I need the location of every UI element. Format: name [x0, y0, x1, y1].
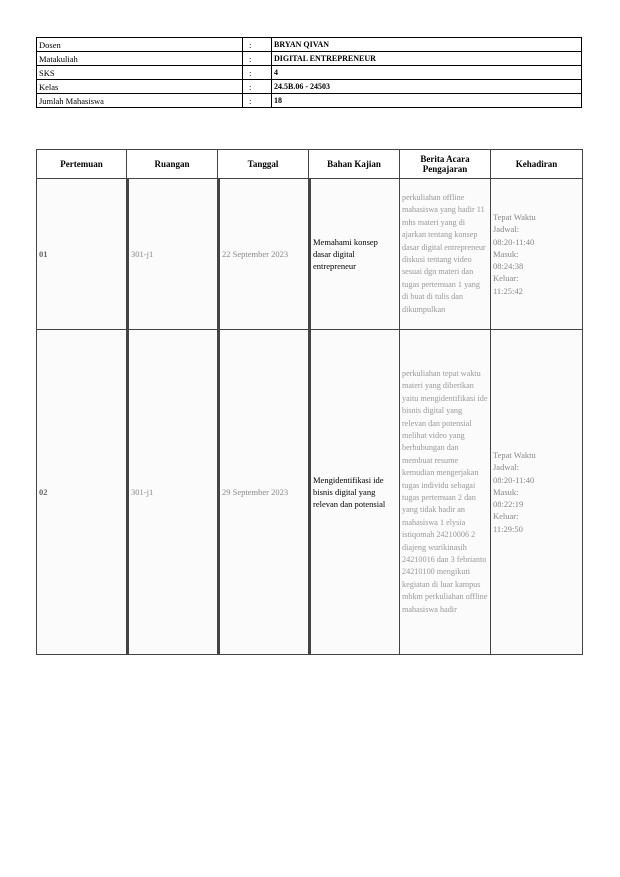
kehadiran-masuk-label: Masuk:	[493, 248, 519, 259]
kehadiran-keluar-label: Keluar:	[493, 273, 519, 284]
kehadiran-keluar: 11:29:50	[493, 523, 523, 534]
header-berita-acara: Berita Acara Pengajaran	[400, 149, 491, 179]
info-value: 24.5B.06 - 24503	[272, 80, 582, 94]
ruangan-cell: 301-j1	[127, 330, 218, 655]
tanggal-cell: 29 September 2023	[218, 330, 309, 655]
course-info-table	[36, 37, 582, 108]
kehadiran-cell	[491, 330, 583, 655]
kehadiran-masuk: 08:22:19	[493, 499, 524, 510]
kehadiran-cell	[491, 179, 583, 330]
kehadiran-masuk-label: Masuk:	[493, 486, 519, 497]
berita-acara-cell: perkuliahan offline mahasiswa yang hadir 11 mhs materi yang di ajarkan tentang konsep dasar digital entrepreneur diskusi tentang video sesuai dgn materi dan tugas pertemuan 1 yang di buat di tulis dan dikumpulkan	[400, 179, 491, 330]
kehadiran-status: Tepat Waktu	[493, 212, 536, 223]
ruangan-cell: 301-j1	[127, 179, 218, 330]
kehadiran-jadwal-label: Jadwal:	[493, 224, 519, 235]
info-label: Jumlah Mahasiswa	[37, 94, 243, 108]
header-pertemuan: Pertemuan	[36, 149, 127, 179]
info-label: Dosen	[37, 38, 243, 52]
header-tanggal: Tanggal	[218, 149, 309, 179]
info-row-matakuliah	[37, 52, 582, 66]
kehadiran-jadwal: 08:20-11:40	[493, 236, 535, 247]
info-label: SKS	[37, 66, 243, 80]
kehadiran-jadwal-label: Jadwal:	[493, 462, 519, 473]
info-value: 4	[272, 66, 582, 80]
table-row	[36, 330, 583, 655]
header-ruangan: Ruangan	[127, 149, 218, 179]
kehadiran-keluar-label: Keluar:	[493, 511, 519, 522]
kehadiran-masuk: 08:24:38	[493, 261, 524, 272]
info-value: DIGITAL ENTREPRENEUR	[272, 52, 582, 66]
berita-acara-cell: perkuliahan tepat waktu materi yang diberikan yaitu mengidentifikasi ide bisnis digital yang relevan dan potensial melihat video yang berhubungan dan membuat resume kemudian mengerjakan tugas individu sebagai tugas pertemuan 2 dan yang tidak hadir an mahasiswa 1 elysia istiqomah 24210006 2 diajeng wurikinasih 24210016 dan 3 febrianto 24210100 mengikuti kegiatan di luar kampus mbkm perkuliahan offline mahasiswa hadir	[400, 330, 491, 655]
bahan-kajian-cell: Mengidentifikasi ide bisnis digital yang relevan dan potensial	[309, 330, 400, 655]
info-value: BRYAN QIVAN	[272, 38, 582, 52]
info-value: 18	[272, 94, 582, 108]
kehadiran-status: Tepat Waktu	[493, 450, 536, 461]
bahan-kajian-cell: Memahami konsep dasar digital entrepreneur	[309, 179, 400, 330]
info-label: Matakuliah	[37, 52, 243, 66]
kehadiran-keluar: 11:25:42	[493, 285, 523, 296]
info-row-dosen	[37, 38, 582, 52]
info-separator: :	[243, 38, 272, 52]
info-separator: :	[243, 52, 272, 66]
info-row-jumlah-mahasiswa	[37, 94, 582, 108]
tanggal-cell: 22 September 2023	[218, 179, 309, 330]
header-kehadiran: Kehadiran	[491, 149, 583, 179]
kehadiran-jadwal: 08:20-11:40	[493, 474, 535, 485]
info-label: Kelas	[37, 80, 243, 94]
info-row-kelas	[37, 80, 582, 94]
attendance-header-row	[36, 149, 583, 179]
pertemuan-cell: 02	[36, 330, 127, 655]
table-row	[36, 179, 583, 330]
attendance-table	[36, 149, 583, 655]
info-separator: :	[243, 66, 272, 80]
info-separator: :	[243, 94, 272, 108]
pertemuan-cell: 01	[36, 179, 127, 330]
info-separator: :	[243, 80, 272, 94]
header-bahan-kajian: Bahan Kajian	[309, 149, 400, 179]
info-row-sks	[37, 66, 582, 80]
